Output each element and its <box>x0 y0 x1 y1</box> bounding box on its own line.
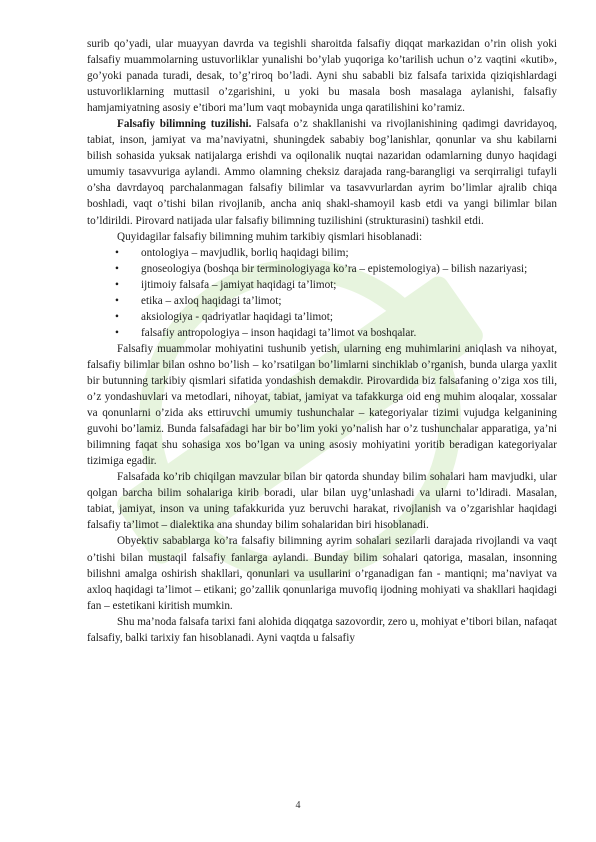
bullet-icon: • <box>115 262 119 275</box>
list-item <box>87 261 557 277</box>
list-item-text: aksiologiya - qadriyatlar haqidagi ta’limot; <box>141 310 333 323</box>
list-item-text: gnoseologiya (boshqa bir terminologiyaga ko’ra – epistemologiya) – bilish nazariyasi; <box>141 262 528 275</box>
list-item <box>87 245 557 261</box>
bullet-icon: • <box>115 310 119 323</box>
paragraph-4: Falsafiy muammolar mohiyatini tushunib yetish, ularning eng muhimlarini aniqlash va nihoyat, falsafiy bilimlar bilan oshno bo’lish – ko’rsatilgan bo’limlarni sinchiklab o’rganish, bunda ularga yaxlit bir butunning tarkibiy qismlari sifatida yondashish demakdir. Pirovardida biz falsafaning o’ziga xos tili, o’z yondashuvlari va metodlari, nihoyat, tabiat, jamiyat va tafakkurga oid eng muhim aloqalar, xossalar va qonunlarni o’zida aks ettiruvchi umumiy tushunchalar – kategoriyalar tizimi vujudga kelganining guvohi bo’lamiz. Bunda falsafadagi har bir bo’lim yoki yo’nalish har o’z tushunchalar apparatiga, ya’ni bilimning faqat shu sohasiga xos bo’lgan va uning asosiy mohiyatini yoritib beradigan kategoriyalar tizimiga egadir. <box>87 342 557 468</box>
list-item <box>87 277 557 293</box>
bullet-icon: • <box>115 326 119 339</box>
paragraph-3: Quyidagilar falsafiy bilimning muhim tarkibiy qismlari hisoblanadi: <box>117 230 423 243</box>
bullet-icon: • <box>115 278 119 291</box>
list-item-text: falsafiy antropologiya – inson haqidagi ta’limot va boshqalar. <box>141 326 417 339</box>
paragraph-2-text: Falsafa o’z shakllanishi va rivojlanishining qadimgi davridayoq, tabiat, inson, jamiyat va ma’naviyatni, shuningdek sababiy bog’lanishlar, qonunlar va shu kabilarni bilish sohasida yuksak natijalarga erishdi va oqilonalik nuqtai nazaridan odamlarning dunyo haqidagi umumiy tasavvuriga aylandi. Ammo olamning cheksiz darajada rang-barangligi va serqirraligi tufayli o’sha davrdayoq parchalanmagan falsafiy bilimlar va tasavvurlardan ayrim bo’limlar ajralib chiqa boshladi, vaqt o’tishi bilan rivojlanib, ancha aniq shakl-shamoyil kasb etdi va yangi bilimlar bilan to’ldirildi. Pirovard natijada ular falsafiy bilimning tuzilishini (strukturasini) tashkil etdi. <box>87 118 557 227</box>
list-item-text: etika – axloq haqidagi ta’limot; <box>141 294 282 307</box>
document-body <box>87 36 557 646</box>
paragraph-7: Shu ma’noda falsafa tarixi fani alohida diqqatga sazovordir, zero u, mohiyat e’tibori bilan, nafaqat falsafiy, balki tarixiy fan hisoblanadi. Ayni vaqtda u falsafiy <box>87 615 557 644</box>
paragraph-6: Obyektiv sabablarga ko’ra falsafiy bilimning ayrim sohalari sezilarli darajada rivojlandi va vaqt o’tishi bilan mustaqil falsafiy fanlarga aylandi. Bunday bilim sohalari qatoriga, masalan, insonning bilishni amalga oshirish shakllari, qonunlari va usullarini o’rganadigan fan - mantiqni; ma’naviyat va axloq haqidagi ta’limot – etikani; go’zallik qonunlariga muvofiq ijodning mohiyati va shakllari haqidagi fan – estetikani kiritish mumkin. <box>87 535 557 612</box>
components-list <box>87 245 557 341</box>
list-item-text: ontologiya – mavjudlik, borliq haqidagi bilim; <box>141 246 349 259</box>
bullet-icon: • <box>115 246 119 259</box>
list-item <box>87 293 557 309</box>
list-item <box>87 325 557 341</box>
paragraph-5: Falsafada ko’rib chiqilgan mavzular bilan bir qatorda shunday bilim sohalari ham mavjudki, ular qolgan barcha bilim sohalariga kirib boradi, ular bilan uyg’unlashadi va ularni to’ldiradi. Masalan, tabiat, jamiyat, inson va uning tafakkurida yuz beruvchi harakat, rivojlanish va o’zgarishlar haqidagi falsafiy ta’limot – dialektika ana shunday bilim sohalaridan biri hisoblanadi. <box>87 471 557 532</box>
bullet-icon: • <box>115 294 119 307</box>
section-heading: Falsafiy bilimning tuzilishi. <box>117 118 252 131</box>
paragraph-1: surib qo’yadi, ular muayyan davrda va tegishli sharoitda falsafiy diqqat markazidan o’rin olish yoki falsafiy muammolarning ustuvorliklar yunalishi bo’ylab yuqoriga ko’tarilish uchun o’z vaqtini «kutib», go’yoki panada turadi, desak, to’g’riroq bo’ladi. Ayni shu sababli biz falsafa tarixida qiziqishlardagi ustuvorliklarning muttasil o’zgarishini, u yoki bu masala bosh masalaga aylanishi, falsafiy hamjamiyatning asosiy e’tibori ma’lum vaqt mobaynida unga qaratilishini ko’ramiz. <box>87 38 557 115</box>
paragraph-2 <box>87 116 557 228</box>
list-item <box>87 309 557 325</box>
list-item-text: ijtimoiy falsafa – jamiyat haqidagi ta’limot; <box>141 278 337 291</box>
page-number: 4 <box>295 800 301 811</box>
